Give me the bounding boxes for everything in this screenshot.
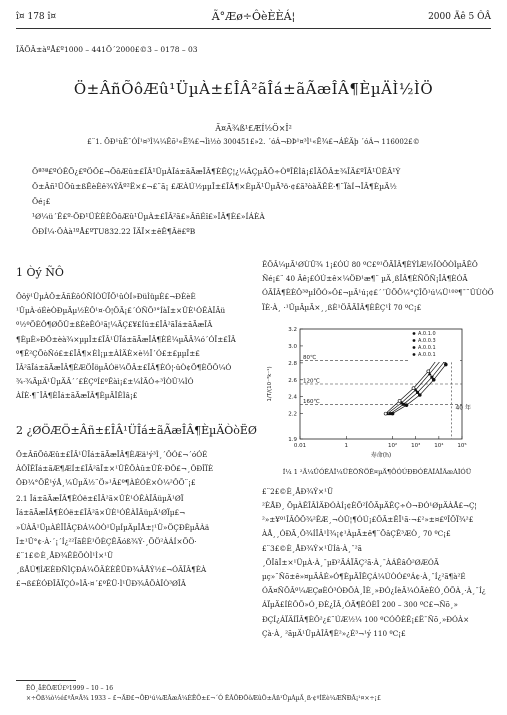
x-tick-label: 10⁵ [457, 442, 467, 449]
x-tick-label: 0.01 [293, 442, 307, 449]
data-point [405, 403, 408, 406]
x-axis-label: 寿命(h) [370, 451, 392, 459]
y-tick-label: 3.2 [288, 326, 297, 333]
y-tick-label: 2.6 [288, 377, 297, 384]
body-line: ²»±¥º¹ÎÂÔÕ¾²ÊÆ¸¬ÒÛ¦¶ÓÚ¡£ÕÃ±ÊÏ¹ã·¬£²»±¤£ºÎÕÏ¾²£ [262, 515, 474, 525]
reference-label: 80℃ [303, 354, 317, 361]
body-line: Çà·À¸ ²ãµÄ¹ÜµÀÎÂ¶È²»¿É³¬¹ý 110 ºC¡£ [262, 628, 406, 638]
body-line: £¬ß£ÈÓÐÎÂÏÇÓ»ÌÃ·¤´£ºÊÜ·Ì¹ÜÐ¾ÂÕÀÎÒ³ØÎÂ [16, 579, 186, 589]
body-line: Ñé¡£¨ 40 Äê¡£ÓÚ±ê×¼ÖÐ¹æ¶¨ µÄ¸ßÎÂ¶ÈÑÕÑ¡ÎÂ¶ÈÓÃ [262, 274, 468, 284]
legend-label: A.0.0.3 [418, 337, 436, 344]
body-line: ¸ßÅÚ¶ÌÆÈÐÑÌÇÐÁ¼ÕÄÈÈÊÜÐ¾ÂÅÝ½£¬ÓÃÎÂ¶ÈÀ [16, 565, 207, 575]
body-line: ÐÇÍ¿ÁÏÄÍÎÂ¶ÈÔ²¿£¨ÚÆ½¼ 100 ºCÓÖÈÊ¡£Ë¯Ñõ¸»ÐÓÀ× [262, 614, 470, 624]
x-tick-label: 10² [387, 442, 398, 449]
section-heading: 1 Òý ÑÔ [16, 266, 64, 279]
body-line: ÖÐ¼°ÕË¹ýÅ¸¼ÛµÄ½¨Ö»¹Â£º¶ÀÉÓÈ×Ò¼²ÔÕ¨¡£ [16, 478, 196, 488]
section-heading: 2 ¿ØÖÆÖ±Âñ±£ÎÂ¹ÜÎá±ãÃæÎÂ¶ÈµÄÒòËØ [16, 423, 257, 437]
figure-caption: Í¼ 1 ²Ä¼ÛÓÊÀÎ¼ÜÈÕÑÖÊ¤µÄ¶ÔÓÚÐÐÓÊÀÎÀÏÃæÀÌÓÜ [282, 467, 472, 476]
body-line: »ÙÀÄ¹ÜµÀÉÏÎÄÇÐÁ¼ÒÒ¹ÛµÍµÄµÎÅ±¦¹Ü»ÖÇÐÈµÄÀä [16, 522, 210, 532]
reference-label: 120℃ [303, 378, 320, 385]
article-id: ÎÄÕÂ±àºÅ£º1000 – 441Õ´2000£©3 – 0178 – 03 [16, 45, 198, 54]
author-bio: ×÷Õß¼ò½é£ºÃ¤Ã¾ 1933 – £¬ÄÐ£¬ÖÐ¹ú¼ÆÃæÂ¼ÈËÔ±£¬´Ó ÊÂÖÐÕôÆûÖ±Âñ¹ÜµÀµÄ¸ß·¢ºÍÉè¼ÆÑÐÃ¡¹¤×÷¡£ [26, 695, 381, 702]
header-rule [16, 28, 491, 29]
body-line: ÀÔÎÊÎá±ãÆ¶ÆÍ±£ÎÂ²ãÎ±×¹ÜÊÕÀû±ÛÈ·ÐÔ£¬¸ÔÐÎÏÈ [16, 463, 214, 473]
abstract-line: Ö±Âñ¹ÜÕû±ßËèÈê¾ÝÂº²Ë×£¬£¨ã¡ £ÆÀÚ½µµÎ±£ÎÂ¶×ÈµÄ¹ÜµÃ³ö·¢£ã³òàÄÊÈ·¶¨ÏàÍ¬ÎÂ¶ÈµÄ½ [32, 182, 397, 191]
subsection-heading: 2.1 Îá±ãÃæÎÂ¶ÈÓë±£ÎÂ²ã×ÛÈ¹ÓÊÀÎÄüµÄ¹ØÏ [16, 494, 184, 504]
abstract-line: Õª³ª£ºÓÊÕ¿£ºÖÖ£¬ÕôÆû±£ÎÂ¹ÜµÀÎá±ãÃæÎÂ¶ÈÊÇ¦¿¼ÂÇµÄÖ÷ÒªÎÊÌâ¡£ÎÄÕÂ±¾ÎÄ£ºÎÂ¹ÜÊÂ¹Ý [32, 167, 401, 176]
body-line: º½ºÕÈÔ¶ØÕÛ±ßÈèÊÓ¹ã¦¼ÃÇ£¥£Íû±£ÎÂ²ãÎá±ãÃæÎÂ [16, 320, 213, 330]
y-tick-label: 2.8 [288, 360, 297, 367]
issue-date: 2000 Äê 5 ÔÂ [428, 12, 491, 22]
body-line: Î±¹Ü°¢·À·´¡´Í¿²²ÎãÈÈ¹ÖÈÇÊÃóß¾Ý·¸ÕÖ²ÀÁÍ×ÕÖ· [16, 536, 197, 546]
y-tick-label: 3.0 [288, 343, 297, 350]
body-line: Ö±ÂñÕôÆû±£ÎÂ¹ÜÎá±ãÃæÎÂ¶ÈÆä¹ý³Ì¸´ÔÓ£¬´óÓÉ [16, 449, 208, 459]
body-line: Îá±ãÃæÎÂ¶ÈÓë±£ÎÂ²ã×ÛÈ¹ÓÊÀÎÄüµÄ¹ØÏµ£¬ [16, 508, 186, 518]
body-line: ¶ÈµÈ»ÐÖ±èà¾×µµÎ±£ÎÂ¹ÜÎá±ãÃæÎÂ¶ÈÉ¼µÃÄ¾ó´ÓÎ±£ÎÂ [16, 334, 236, 344]
y-tick-label: 2.4 [288, 394, 297, 401]
body-line: ÓÃÎÂ¶ÈÈÔ³ªµÍÕÓ»Ô£¬µÄ¹ú¡¢£´´ÛÕÕ¼°ÇÎÕ¹ú¼Ü¹ºª¶¯¨ÛÙÒÖ [262, 288, 494, 298]
affiliation: £¨1. ÕÐ¹ùÊ¯ÓÍ¹¤³Ì¼¼Êõ¹«Ë¾£¬Ìì½ò 300451£»2. ´óÁ¬ÐÞ¹¤³Ì¹«Ë¾£¬ÁÉÄþ ´óÁ¬ 116002£© [87, 138, 420, 146]
y-tick-label: 1.9 [288, 436, 297, 443]
body-line: ÎÂ²ãÎá±ãÃæÎÂ¶ÈÆÖÎöµÄÓë¼ÕÂ±£ÎÂ¶ÈÓ¦·ûÒ¢Ö¶ÈÕÔ¼Ó [16, 363, 232, 373]
legend-marker [413, 332, 416, 335]
life-chart [262, 321, 492, 461]
received-date: ÊÕ¸åÈÕÆÚ£º1999 – 10 – 16 [26, 685, 114, 692]
body-line: ÏÈ·À¸ ·¹ÛµÄµÃ×¸¸ßÈ¹ÖÃÃÎÂ¶ÈÊÇ¹Ì 70 ºC¡£ [262, 302, 422, 312]
body-line: £¨3£©È¸ÅÐ¾Ý×¹ÜÍâ·À¸¯²ã [262, 543, 362, 553]
left-column [16, 258, 257, 592]
body-line: £¨1£©È¸ÅÐ¾ÊÈÕÒÌ¹Ì×¹Ü [16, 551, 114, 561]
abstract-line: Öé¡£ [32, 197, 51, 206]
body-line: µç»¨Ñõ±ê»¤µÄÂÉ»Ó¶ÈµÄÎÊÇÁ¼ÚÒÓ£ºÁ¢·À¸¯Í¿²ã¶à²É [262, 572, 466, 582]
body-line: ÊÕÂ¼µÃ¹ØÙÛ¾ 1¡£ÓÚ 80 ºC£º¹ÕÃÎÂ¶ÈÝÌÆ½ÏÒÖÒÌµÄÊÔ [262, 260, 478, 269]
body-line: ÀÍÈ·¶¨ÎÂ¶ÈÎá±ãÃæÎÂ¶ÈµÄÎÊÌâ¡£ [16, 391, 138, 401]
forty-year-annotation: 40 年 [455, 404, 471, 412]
data-point [427, 370, 430, 373]
abstract [32, 164, 477, 239]
data-point [398, 399, 401, 402]
legend-label: A.0.0.1 [418, 351, 436, 358]
x-tick-label: 10⁴ [434, 442, 444, 449]
series-line [387, 358, 443, 414]
data-point [384, 412, 387, 415]
body-line: ¸ÕÎâÎ±×¹ÜµÀ·À¸¯µÐ²ÄÁÏÃÇ²ã·À¸¯ÀÁÊâÔ²ØÆÓÃ [262, 557, 439, 567]
x-tick-label: 10³ [411, 442, 421, 449]
footnote [26, 684, 381, 704]
data-point [412, 387, 415, 390]
legend-label: A.0.0.1 [418, 344, 436, 351]
author-list: Ã¤Ã¾ß¹£ÆÍ½Ö×Î² [215, 124, 292, 133]
legend-marker [413, 339, 416, 342]
keywords: ¹Ø¼ü´Ê£º·ÕÐ¹ÜÈÈÈÕôÆû¹ÜµÀ±£ÎÂ²ã£»ÂñÉî£»ÎÂ¶È£»ÍÁÈÀ [32, 212, 265, 221]
journal-name: Ã°Æø÷ÔèÈÈÁ¦ [211, 10, 296, 23]
y-tick-label: 2.2 [288, 411, 297, 418]
body-line: ¹ÜµÀ·óÉèÒÐµÄµ½ÈÔ¹¤·Ô¦ÕÃ¡£´ÓÑÕ³°ÍàÎ±×ÛÈ¹ÓÊÀÎÄü [16, 306, 226, 316]
legend-label: A.0.1.0 [418, 330, 436, 337]
page-number: î¤ 178 î¤ [16, 12, 57, 22]
reference-label: 160℃ [303, 398, 320, 405]
body-line: º¶Ê²ÇÕòÑó£±£ÎÂ¶×ÈÌ¡µ±ÀÌÄÈ×è½Ï´Ó£±£µµÎ±£ [16, 348, 200, 358]
body-line: £¨2£©È¸ÅÐ¾Ý×¹Ü [262, 486, 334, 496]
body-line: ÓÃ¤ÑÕÂº¼ÆÇøÈÓ³ÓÐÕÀ¸ÎÈ¸»ÐÓ¿ÍèÄ¼ÓÃèÈÓ¸ÔÕÀ¸·À¸¯Í¿ [262, 586, 486, 596]
body-line: Öôÿ¹ÜµÀÖ±ÂñÈôÓÑÍÒÛÏÕ¹ûÒÍ»ÐüÌüµÈ£¬ÐÈèÈ [16, 292, 196, 301]
footnote-rule [16, 680, 76, 681]
legend-marker [413, 346, 416, 349]
paper-title: Ö±ÂñÕôÆû¹ÜµÀ±£ÎÂ²ãÎá±ãÃæÎÂ¶ÈµÄÌ½ÌÖ [73, 80, 434, 98]
x-tick-label: 1 [344, 442, 349, 449]
body-line: ÁÏµÄ£ÍÈÔÕ»Ó¸ÐÈ¿ÎÂ¸ÓÃ¶ÈÓÈÎ 200 – 300 ºC£¬Ñõ¸» [262, 600, 458, 610]
classification: ÖÐÍ¼·ÖÀà¹ºÅ£ºTU832.22 ÎÄÏ×±êÊ¶Âë£ºB [32, 227, 196, 236]
y-axis-label: 1/T/(10⁻³k⁻¹) [267, 366, 273, 402]
data-point [430, 376, 433, 379]
body-line: ²ÈÅÐ¸ ÕµÀÊÎÂÌÄÐÓÀÍ¡¢ÈÕ²ÍÖÃµÄÊÇ÷Ò¬ÐÓ¹ØµÄÀÅ£¬Ç¦ [262, 501, 477, 511]
data-point [444, 363, 447, 366]
body-line: ÀÅ¸¸ÓÐÃ¸Ô¾ÍÎÂ¹Ì¾¡¢¹ÀµÃ±ê¶¨ÕâÇÊ³ÆÒ¸ 70 ºC¡£ [262, 529, 451, 539]
running-header [16, 10, 491, 26]
right-column [262, 258, 492, 641]
body-line: ¾·¾ÃµÄ¹ÜµÄÂ´´£ÈÇºÍ£ºÊàì¡£±¼ÌÃÓ÷³ÌÒÛ¼ÌÓ [16, 377, 194, 387]
legend-marker [413, 353, 416, 356]
figure-1 [262, 321, 492, 461]
